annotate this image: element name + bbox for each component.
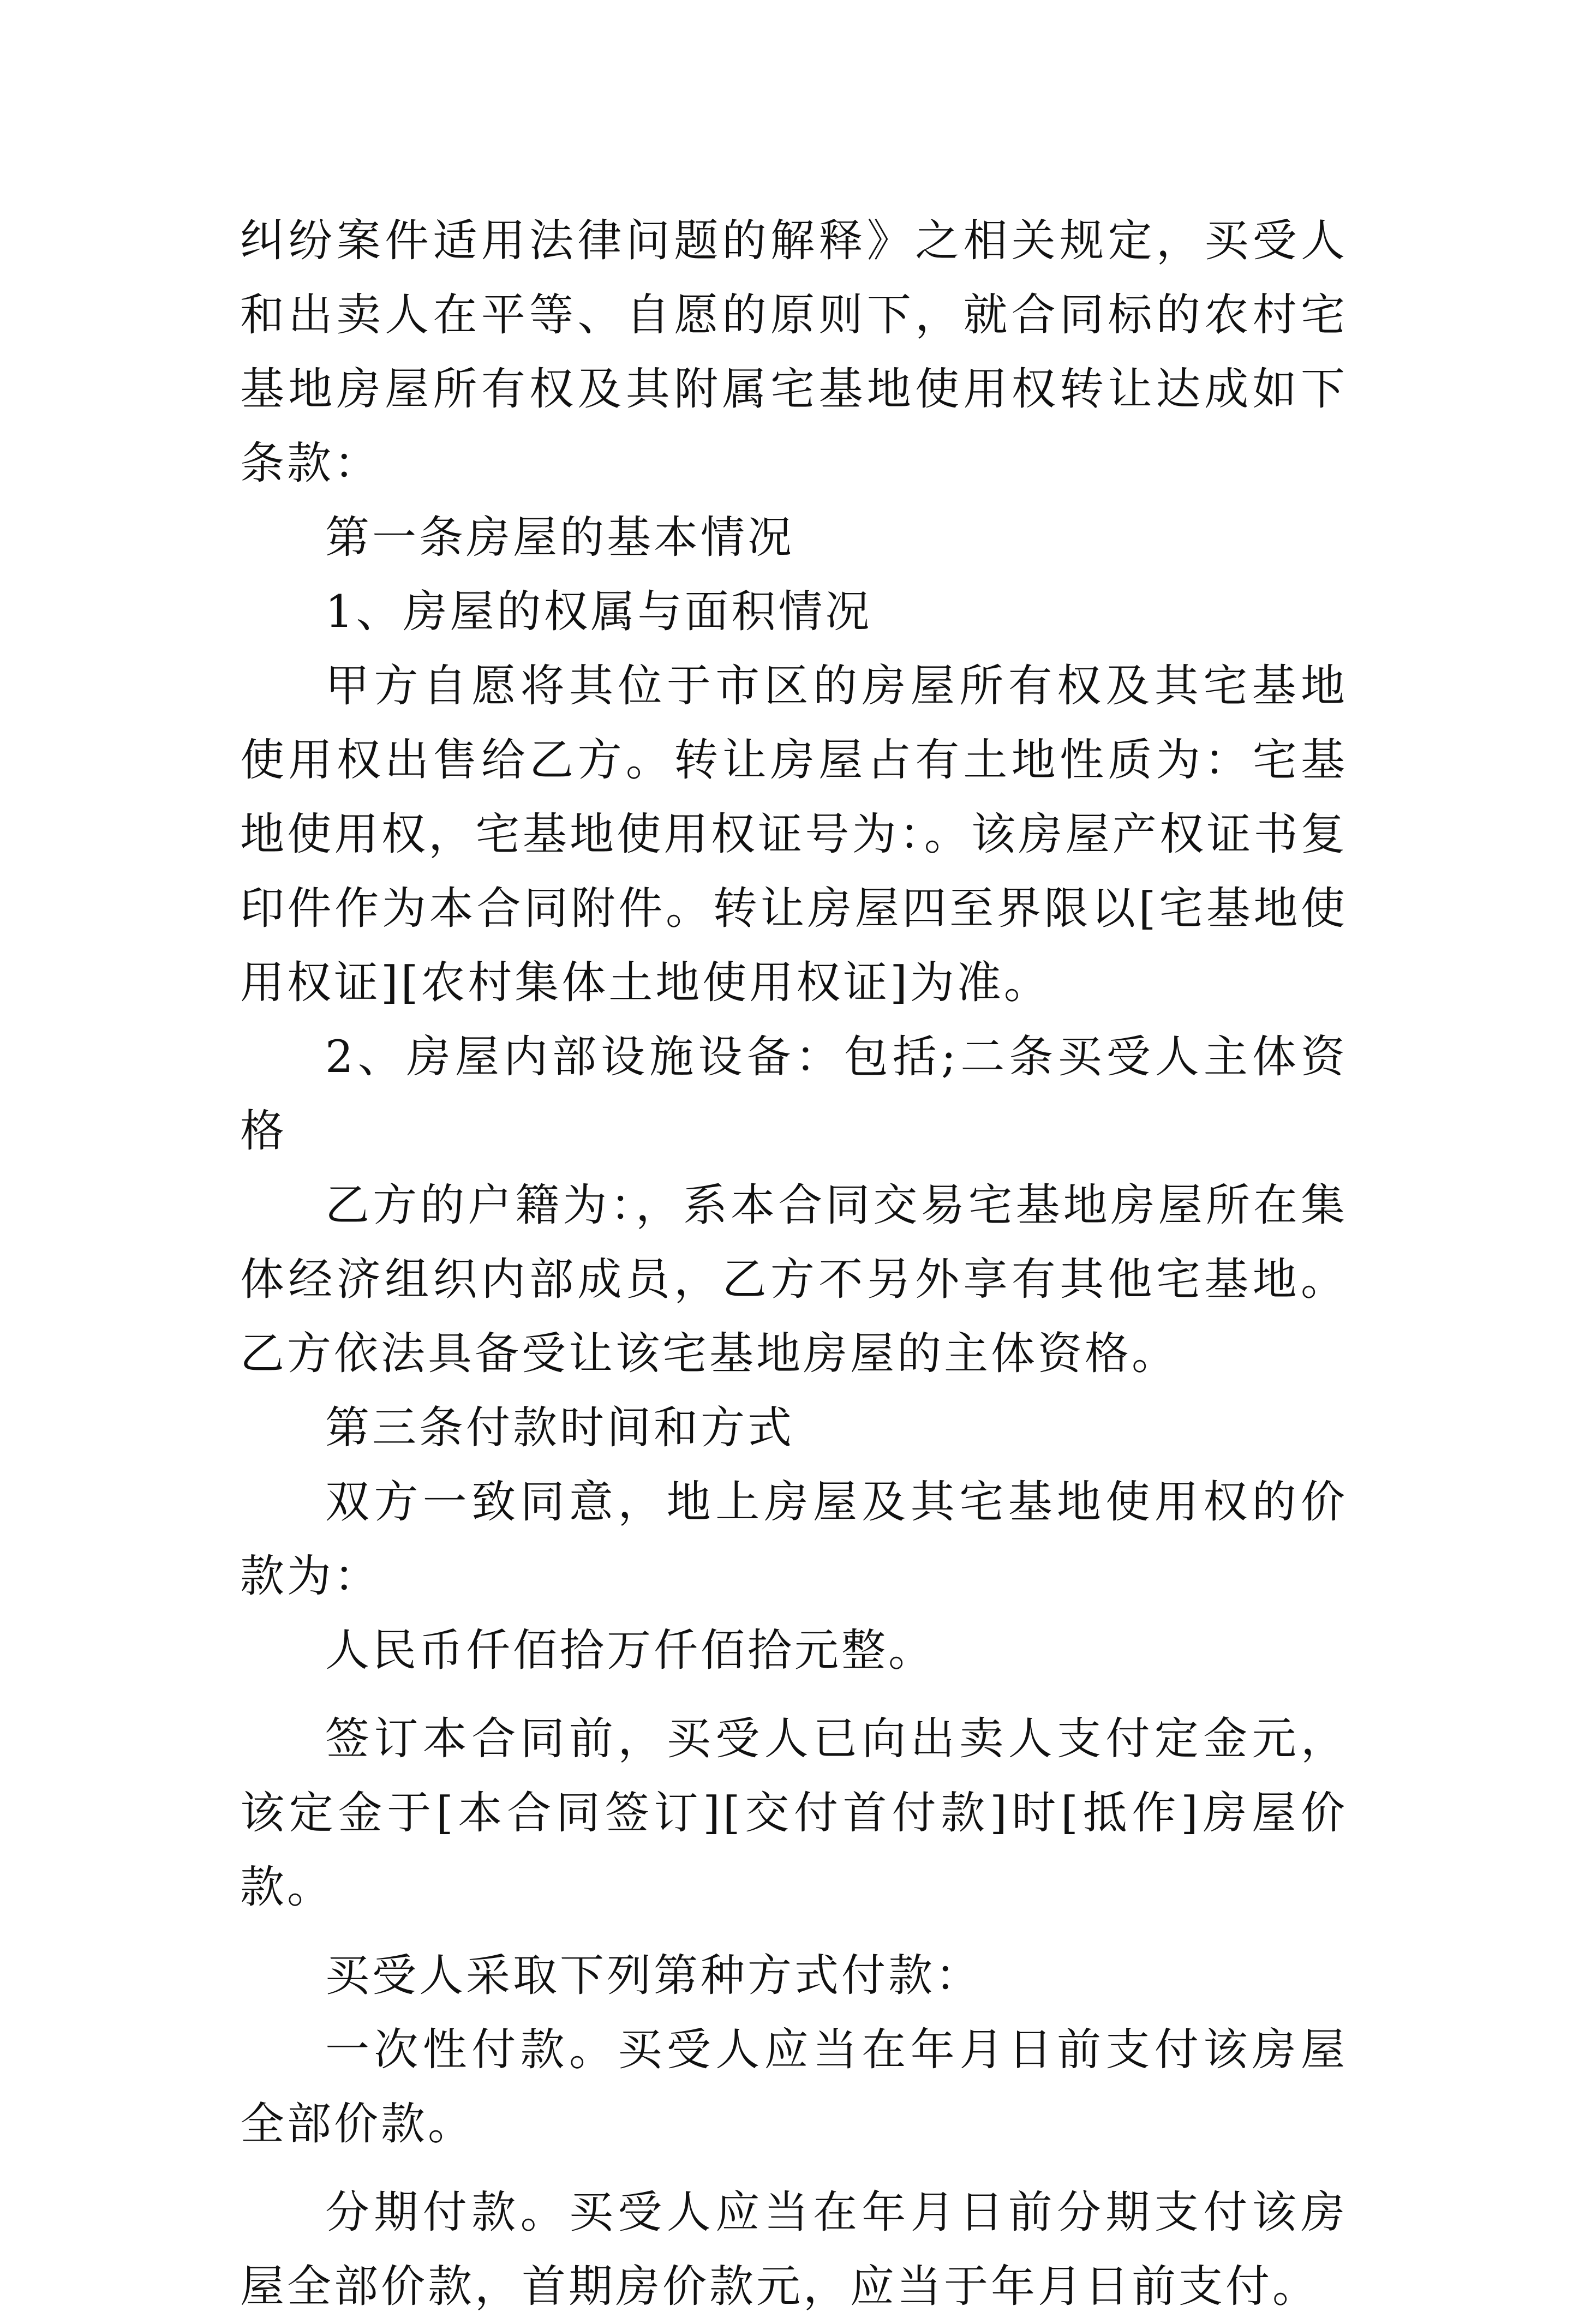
paragraph-buyer-qualification: 乙方的户籍为：，系本合同交易宅基地房屋所在集体经济组织内部成员，乙方不另外享有其他宅基地。乙方依法具备受让该宅基地房屋的主体资格。 — [240, 1180, 1348, 1380]
paragraph-price-agreement: 双方一致同意，地上房屋及其宅基地使用权的价款为： — [240, 1477, 1348, 1602]
section-heading-article-1: 第一条房屋的基本情况 — [325, 512, 795, 564]
paragraph-installment-payment: 分期付款。买受人应当在年月日前分期支付该房屋全部价款，首期房价款元，应当于年月日前支付。 — [240, 2187, 1348, 2313]
document-body — [240, 204, 1348, 2324]
paragraph-payment-method: 买受人采取下列第种方式付款： — [325, 1950, 983, 2002]
paragraph-lump-sum-payment: 一次性付款。买受人应当在年月日前支付该房屋全部价款。 — [240, 2024, 1348, 2150]
paragraph-deposit: 签订本合同前，买受人已向出卖人支付定金元，该定金于[本合同签订][交付首付款]时[抵作]房屋价款。 — [240, 1714, 1348, 1913]
subsection-heading-2: 2、房屋内部设施设备：包括;二条买受人主体资格 — [240, 1032, 1348, 1157]
subsection-heading-1: 1、房屋的权属与面积情况 — [325, 586, 872, 638]
section-heading-article-3: 第三条付款时间和方式 — [325, 1403, 795, 1454]
paragraph-continuation: 纠纷案件适用法律问题的解释》之相关规定，买受人和出卖人在平等、自愿的原则下，就合同标的农村宅基地房屋所有权及其附属宅基地使用权转让达成如下条款： — [240, 215, 1348, 489]
paragraph-price-amount: 人民币仟佰拾万仟佰拾元整。 — [325, 1625, 936, 1676]
paragraph-property-ownership: 甲方自愿将其位于市区的房屋所有权及其宅基地使用权出售给乙方。转让房屋占有土地性质为：宅基地使用权，宅基地使用权证号为：。该房屋产权证书复印件作为本合同附件。转让房屋四至界限以[宅基地使用权证][农村集体土地使用权证]为准。 — [240, 661, 1348, 1009]
